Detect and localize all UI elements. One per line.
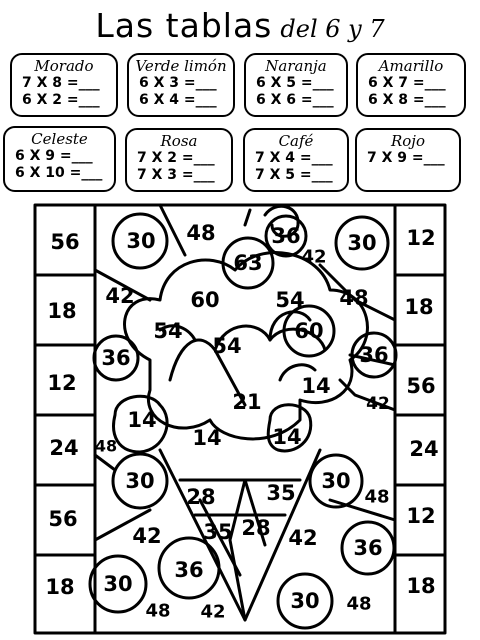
number-cell: 42 — [132, 524, 162, 548]
number-cell: 54 — [275, 288, 305, 312]
title-sub: del 6 y 7 — [280, 15, 385, 43]
number-cell: 14 — [192, 426, 222, 450]
cone-line — [230, 480, 245, 620]
key-equation: 7 X 4 =___ — [255, 150, 333, 166]
number-cell: 18 — [406, 574, 436, 598]
background-line — [95, 455, 115, 470]
number-cell: 35 — [203, 520, 233, 544]
key-equation: 6 X 2 =___ — [22, 92, 100, 108]
key-equation: 6 X 7 =___ — [368, 75, 446, 91]
number-cell: 56 — [406, 374, 436, 398]
number-cell: 54 — [153, 319, 183, 343]
number-cell: 30 — [125, 469, 155, 493]
number-cell: 28 — [241, 516, 271, 540]
title-main: Las tablas — [95, 6, 273, 45]
number-cell: 35 — [266, 481, 296, 505]
number-cell: 54 — [212, 334, 242, 358]
number-cell: 36 — [353, 536, 383, 560]
number-cell: 42 — [105, 284, 135, 308]
key-equation: 6 X 4 =___ — [139, 92, 217, 108]
number-cell: 56 — [48, 507, 78, 531]
number-cell: 14 — [301, 374, 331, 398]
key-equation: 6 X 6 =___ — [256, 92, 334, 108]
number-cell: 18 — [47, 299, 77, 323]
number-cell: 30 — [103, 572, 133, 596]
key-color-name: Morado — [34, 57, 94, 75]
number-cell: 28 — [186, 485, 216, 509]
number-cell: 12 — [406, 226, 436, 250]
key-equation: 6 X 3 =___ — [139, 75, 217, 91]
key-equation: 7 X 2 =___ — [137, 150, 215, 166]
number-cell: 42 — [288, 526, 318, 550]
number-cell: 21 — [232, 390, 262, 414]
number-cell: 36 — [271, 224, 301, 248]
number-cell: 14 — [272, 425, 302, 449]
key-color-name: Verde limón — [135, 57, 227, 75]
number-cell: 18 — [404, 295, 434, 319]
key-equation: 7 X 5 =___ — [255, 167, 333, 183]
number-cell: 12 — [406, 504, 436, 528]
key-equation: 7 X 3 =___ — [137, 167, 215, 183]
key-color-name: Naranja — [265, 57, 327, 75]
number-cell: 42 — [301, 246, 327, 268]
number-cell: 60 — [294, 319, 324, 343]
number-cell: 48 — [145, 600, 171, 622]
number-cell: 18 — [45, 575, 75, 599]
key-equation: 7 X 9 =___ — [367, 150, 445, 166]
number-cell: 42 — [366, 394, 390, 414]
lower-numbers — [103, 469, 389, 623]
number-cell: 60 — [190, 288, 220, 312]
number-cell: 56 — [50, 230, 80, 254]
key-color-name: Café — [278, 132, 314, 150]
number-cell: 48 — [186, 221, 216, 245]
number-cell: 12 — [47, 371, 77, 395]
key-color-name: Rosa — [160, 132, 198, 150]
number-cell: 36 — [359, 343, 389, 367]
number-cell: 30 — [321, 469, 351, 493]
background-line — [245, 210, 250, 225]
number-cell: 30 — [347, 231, 377, 255]
number-cell: 48 — [364, 486, 390, 508]
key-equation: 7 X 8 =___ — [22, 75, 100, 91]
number-cell: 42 — [200, 601, 226, 623]
key-color-name: Amarillo — [378, 57, 444, 75]
right-column-numbers — [404, 226, 438, 598]
key-equation: 6 X 5 =___ — [256, 75, 334, 91]
number-cell: 30 — [290, 589, 320, 613]
key-equation: 6 X 9 =___ — [15, 148, 93, 164]
number-cell: 48 — [94, 436, 118, 456]
number-cell: 36 — [101, 346, 131, 370]
number-cell: 30 — [126, 229, 156, 253]
number-cell: 63 — [233, 251, 263, 275]
number-cell: 36 — [174, 558, 204, 582]
number-cell: 14 — [127, 408, 157, 432]
number-cell: 24 — [409, 437, 439, 461]
number-cell: 24 — [49, 436, 79, 460]
key-color-name: Rojo — [390, 132, 425, 150]
number-cell: 48 — [339, 286, 369, 310]
key-equation: 6 X 10 =___ — [15, 165, 103, 181]
key-color-name: Celeste — [31, 130, 88, 148]
number-cell: 48 — [346, 593, 372, 615]
key-equation: 6 X 8 =___ — [368, 92, 446, 108]
